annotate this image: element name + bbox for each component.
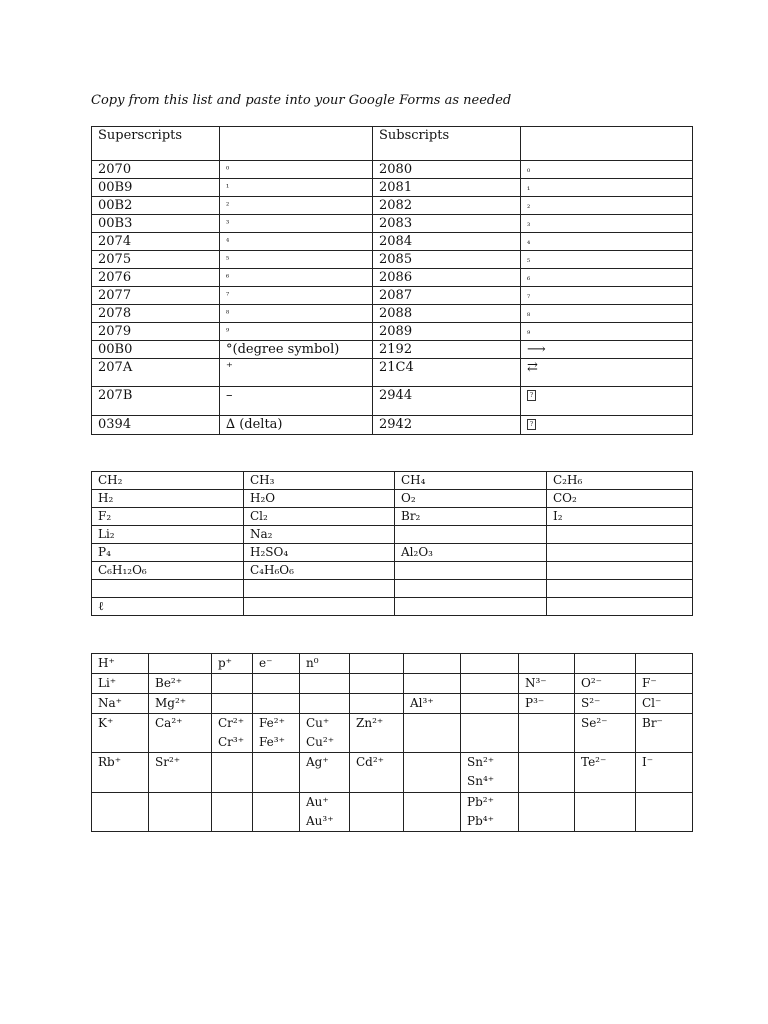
formula-cell [244, 580, 395, 598]
codes-row [92, 305, 693, 323]
ion-cell: Na⁺ [92, 694, 149, 714]
formula-cell: H₂SO₄ [244, 544, 395, 562]
code-cell: 2087 [373, 287, 521, 305]
glyph-cell: ₇ [521, 287, 693, 305]
glyph-cell: ₈ [521, 305, 693, 323]
glyph-cell: ⇄ [521, 359, 693, 387]
ion-cell [350, 694, 404, 714]
ion-cell [253, 793, 300, 832]
glyph-cell: ₆ [521, 269, 693, 287]
ion-cell: S²⁻ [575, 694, 636, 714]
glyph-cell: ² [220, 197, 373, 215]
glyph-cell: ³ [220, 215, 373, 233]
ion-cell: N³⁻ [519, 674, 575, 694]
ion-cell [92, 793, 149, 832]
ion-cell: Cr²⁺ Cr³⁺ [212, 714, 253, 753]
formula-row [92, 508, 693, 526]
codes-header-cell [521, 127, 693, 161]
formula-cell: Br₂ [395, 508, 547, 526]
formula-cell: C₆H₁₂O₆ [92, 562, 244, 580]
ion-cell: Br⁻ [636, 714, 693, 753]
formula-cell: I₂ [547, 508, 693, 526]
ion-cell [253, 674, 300, 694]
code-cell: 2944 [373, 387, 521, 416]
ion-cell [350, 654, 404, 674]
ion-cell: I⁻ [636, 753, 693, 793]
formula-cell: P₄ [92, 544, 244, 562]
glyph-cell: ₄ [521, 233, 693, 251]
ion-cell: Li⁺ [92, 674, 149, 694]
ion-cell [253, 694, 300, 714]
ion-cell [300, 694, 350, 714]
ion-cell [461, 674, 519, 694]
formula-cell: CH₂ [92, 472, 244, 490]
ion-cell: F⁻ [636, 674, 693, 694]
glyph-cell: ⁶ [220, 269, 373, 287]
formula-row [92, 526, 693, 544]
formula-cell: CH₄ [395, 472, 547, 490]
formula-row [92, 490, 693, 508]
glyph-cell: ₂ [521, 197, 693, 215]
ion-row [92, 753, 693, 793]
ion-cell: Pb²⁺ Pb⁴⁺ [461, 793, 519, 832]
ion-cell [149, 793, 212, 832]
glyph-cell: ₃ [521, 215, 693, 233]
code-cell: 2077 [92, 287, 220, 305]
formula-cell: Al₂O₃ [395, 544, 547, 562]
glyph-cell: ⁺ [220, 359, 373, 387]
ion-cell: Ca²⁺ [149, 714, 212, 753]
code-cell: 2074 [92, 233, 220, 251]
glyph-cell: ⁸ [220, 305, 373, 323]
instructions-text: Copy from this list and paste into your Google Forms as needed [91, 93, 512, 108]
codes-row [92, 287, 693, 305]
formula-cell [395, 580, 547, 598]
formula-cell: C₂H₆ [547, 472, 693, 490]
ion-cell: Cu⁺ Cu²⁺ [300, 714, 350, 753]
codes-row [92, 197, 693, 215]
code-cell: 2088 [373, 305, 521, 323]
codes-row [92, 161, 693, 179]
formula-cell: Na₂ [244, 526, 395, 544]
code-cell: 2070 [92, 161, 220, 179]
ion-table [91, 653, 693, 832]
ion-row [92, 793, 693, 832]
code-cell: 0394 [92, 416, 220, 435]
ion-cell: Be²⁺ [149, 674, 212, 694]
glyph-cell: ₀ [521, 161, 693, 179]
ion-cell [519, 793, 575, 832]
ion-cell [404, 793, 461, 832]
ion-cell [519, 714, 575, 753]
ion-cell: Cl⁻ [636, 694, 693, 714]
codes-row [92, 269, 693, 287]
glyph-cell: ¹ [220, 179, 373, 197]
ion-cell [575, 793, 636, 832]
formula-cell [547, 544, 693, 562]
code-cell: 2942 [373, 416, 521, 435]
code-cell: 2081 [373, 179, 521, 197]
formula-cell: Cl₂ [244, 508, 395, 526]
code-cell: 2085 [373, 251, 521, 269]
ion-cell: H⁺ [92, 654, 149, 674]
glyph-cell [521, 416, 693, 435]
glyph-cell: ₅ [521, 251, 693, 269]
ion-cell [636, 654, 693, 674]
glyph-cell [521, 387, 693, 416]
codes-row [92, 387, 693, 416]
glyph-cell: ⁴ [220, 233, 373, 251]
glyph-cell: ∆ (delta) [220, 416, 373, 435]
formula-cell [547, 526, 693, 544]
code-cell: 2086 [373, 269, 521, 287]
codes-row [92, 323, 693, 341]
code-cell: 207A [92, 359, 220, 387]
codes-row [92, 359, 693, 387]
ion-cell [519, 654, 575, 674]
code-cell: 2075 [92, 251, 220, 269]
ion-cell: Au⁺ Au³⁺ [300, 793, 350, 832]
formula-cell [395, 562, 547, 580]
codes-row [92, 251, 693, 269]
code-cell: 2083 [373, 215, 521, 233]
glyph-cell: ⟶ [521, 341, 693, 359]
ion-cell: Sn²⁺ Sn⁴⁺ [461, 753, 519, 793]
formula-cell [395, 526, 547, 544]
codes-header-cell [220, 127, 373, 161]
formula-table [91, 471, 693, 616]
ion-cell [300, 674, 350, 694]
ion-cell [404, 654, 461, 674]
code-cell: 2076 [92, 269, 220, 287]
codes-header-row [92, 127, 693, 161]
glyph-cell: ⁷ [220, 287, 373, 305]
ion-cell: Mg²⁺ [149, 694, 212, 714]
formula-row [92, 472, 693, 490]
glyph-cell: ₉ [521, 323, 693, 341]
code-cell: 2078 [92, 305, 220, 323]
ion-cell [519, 753, 575, 793]
formula-cell [547, 580, 693, 598]
ion-cell: Rb⁺ [92, 753, 149, 793]
formula-cell: CH₃ [244, 472, 395, 490]
ion-cell [404, 753, 461, 793]
ion-cell [212, 694, 253, 714]
ion-cell: Sr²⁺ [149, 753, 212, 793]
ion-cell: Cd²⁺ [350, 753, 404, 793]
ion-cell [253, 753, 300, 793]
code-cell: 2082 [373, 197, 521, 215]
ion-row [92, 694, 693, 714]
codes-row [92, 233, 693, 251]
codes-row [92, 215, 693, 233]
ion-row [92, 714, 693, 753]
ion-row [92, 674, 693, 694]
formula-row [92, 544, 693, 562]
formula-cell: H₂O [244, 490, 395, 508]
ion-cell: Al³⁺ [404, 694, 461, 714]
ion-cell: K⁺ [92, 714, 149, 753]
ion-cell: O²⁻ [575, 674, 636, 694]
formula-row [92, 580, 693, 598]
ion-cell [461, 714, 519, 753]
ion-cell: Te²⁻ [575, 753, 636, 793]
code-cell: 00B2 [92, 197, 220, 215]
unicode-codes-table [91, 126, 693, 435]
missing-glyph-icon: ? [527, 390, 536, 401]
ion-cell: Se²⁻ [575, 714, 636, 753]
glyph-cell: ⁰ [220, 161, 373, 179]
codes-header-cell: Superscripts [92, 127, 220, 161]
formula-cell: C₄H₆O₆ [244, 562, 395, 580]
ion-cell: n⁰ [300, 654, 350, 674]
formula-cell [244, 598, 395, 616]
code-cell: 00B3 [92, 215, 220, 233]
code-cell: 21C4 [373, 359, 521, 387]
ion-cell: Zn²⁺ [350, 714, 404, 753]
ion-cell: P³⁻ [519, 694, 575, 714]
ion-cell [350, 674, 404, 694]
ion-cell [404, 714, 461, 753]
codes-row [92, 179, 693, 197]
code-cell: 2079 [92, 323, 220, 341]
formula-cell [395, 598, 547, 616]
missing-glyph-icon: ? [527, 419, 536, 430]
glyph-cell: ₁ [521, 179, 693, 197]
codes-header-cell: Subscripts [373, 127, 521, 161]
ion-cell: Fe²⁺ Fe³⁺ [253, 714, 300, 753]
glyph-cell: – [220, 387, 373, 416]
formula-row [92, 562, 693, 580]
glyph-cell: ⁹ [220, 323, 373, 341]
ion-cell [575, 654, 636, 674]
glyph-cell: °(degree symbol) [220, 341, 373, 359]
formula-cell: CO₂ [547, 490, 693, 508]
ion-cell [350, 793, 404, 832]
ion-cell: Ag⁺ [300, 753, 350, 793]
formula-cell [547, 598, 693, 616]
ion-cell [461, 654, 519, 674]
formula-cell: ℓ [92, 598, 244, 616]
formula-cell [92, 580, 244, 598]
codes-row [92, 341, 693, 359]
ion-cell [212, 793, 253, 832]
formula-cell: H₂ [92, 490, 244, 508]
code-cell: 2089 [373, 323, 521, 341]
code-cell: 207B [92, 387, 220, 416]
code-cell: 2084 [373, 233, 521, 251]
glyph-cell: ⁵ [220, 251, 373, 269]
ion-cell [461, 694, 519, 714]
code-cell: 2080 [373, 161, 521, 179]
ion-cell: e⁻ [253, 654, 300, 674]
formula-cell: O₂ [395, 490, 547, 508]
formula-cell: F₂ [92, 508, 244, 526]
ion-row [92, 654, 693, 674]
ion-cell: p⁺ [212, 654, 253, 674]
codes-row [92, 416, 693, 435]
formula-cell: Li₂ [92, 526, 244, 544]
ion-cell [149, 654, 212, 674]
ion-cell [212, 753, 253, 793]
ion-cell [404, 674, 461, 694]
code-cell: 00B9 [92, 179, 220, 197]
formula-row [92, 598, 693, 616]
formula-cell [547, 562, 693, 580]
ion-cell [636, 793, 693, 832]
code-cell: 00B0 [92, 341, 220, 359]
ion-cell [212, 674, 253, 694]
code-cell: 2192 [373, 341, 521, 359]
